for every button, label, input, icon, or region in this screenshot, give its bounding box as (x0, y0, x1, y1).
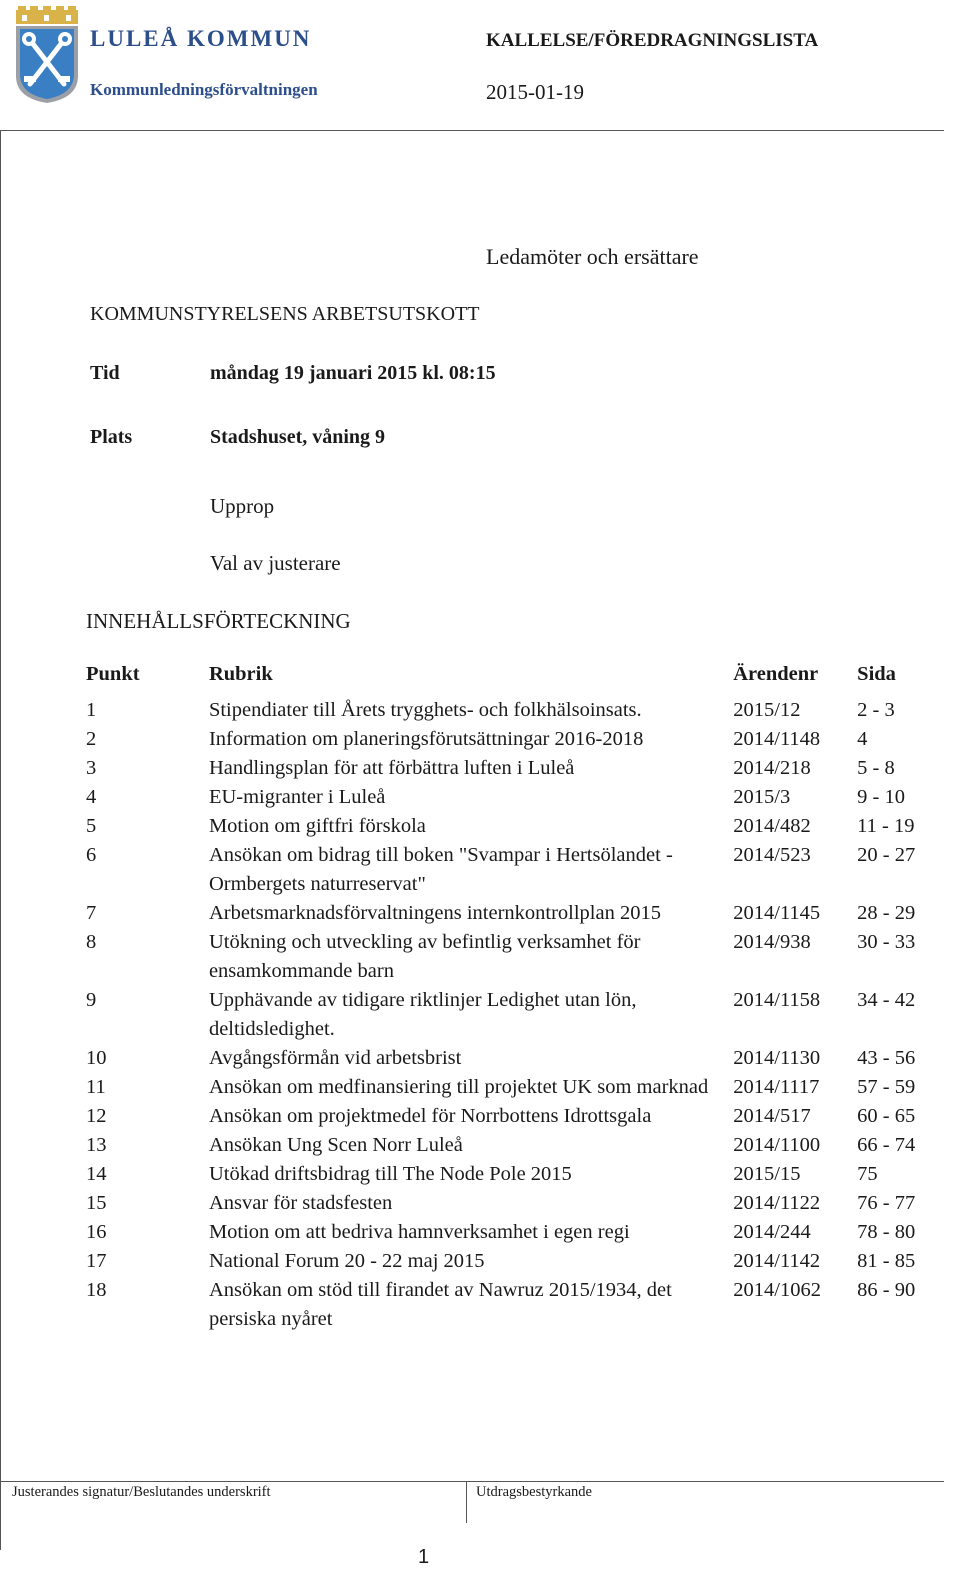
toc-arendenr: 2014/1148 (733, 728, 821, 750)
toc-rubrik: National Forum 20 - 22 maj 2015 (208, 1250, 485, 1272)
table-row (86, 841, 936, 899)
document-type: KALLELSE/FÖREDRAGNINGSLISTA (486, 30, 819, 51)
toc-punkt: 12 (86, 1105, 107, 1127)
time-value: måndag 19 januari 2015 kl. 08:15 (210, 362, 496, 384)
toc-sida: 76 - 77 (857, 1192, 916, 1214)
toc-sida: 86 - 90 (857, 1279, 916, 1301)
table-row (86, 783, 936, 812)
toc-rubrik: Motion om att bedriva hamnverksamhet i egen regi (208, 1221, 630, 1243)
toc-punkt: 13 (86, 1134, 107, 1156)
opening-item-adjusters: Val av justerare (210, 551, 341, 575)
toc-rubrik: Utökad driftsbidrag till The Node Pole 2015 (208, 1163, 572, 1185)
toc-punkt: 4 (86, 786, 97, 808)
toc-sida: 5 - 8 (857, 757, 895, 779)
toc-arendenr: 2014/1117 (733, 1076, 820, 1098)
toc-sida: 11 - 19 (857, 815, 915, 837)
column-header-sida: Sida (857, 663, 896, 685)
table-row (86, 1160, 936, 1189)
toc-punkt: 6 (86, 844, 97, 866)
toc-sida: 4 (857, 728, 868, 750)
toc-sida: 78 - 80 (857, 1221, 916, 1243)
toc-arendenr: 2014/482 (733, 815, 811, 837)
toc-punkt: 7 (86, 902, 97, 924)
toc-sida: 20 - 27 (857, 844, 916, 866)
committee-name: KOMMUNSTYRELSENS ARBETSUTSKOTT (90, 303, 480, 325)
toc-sida: 81 - 85 (857, 1250, 916, 1272)
toc-rubrik: Stipendiater till Årets trygghets- och folkhälsoinsats. (208, 699, 642, 721)
certifier-label: Utdragsbestyrkande (476, 1484, 592, 1500)
toc-sida: 57 - 59 (857, 1076, 916, 1098)
column-header-arendenr: Ärendenr (733, 663, 819, 685)
toc-rubrik: Upphävande av tidigare riktlinjer Ledighet utan lön, deltidsledighet. (208, 989, 637, 1040)
toc-arendenr: 2014/938 (733, 931, 811, 953)
toc-arendenr: 2014/1062 (733, 1279, 821, 1301)
toc-arendenr: 2014/1145 (733, 902, 821, 924)
recipients: Ledamöter och ersättare (486, 244, 699, 269)
opening-item-roll-call: Upprop (210, 494, 275, 518)
toc-body (86, 696, 936, 1334)
page-number: 1 (418, 1546, 430, 1568)
toc-table (86, 660, 936, 1334)
toc-punkt: 1 (86, 699, 97, 721)
toc-punkt: 2 (86, 728, 97, 750)
toc-rubrik: Utökning och utveckling av befintlig verksamhet för ensamkommande barn (208, 931, 641, 982)
time-label: Tid (90, 362, 120, 384)
toc-punkt: 14 (86, 1163, 107, 1185)
toc-arendenr: 2014/1142 (733, 1250, 821, 1272)
toc-sida: 28 - 29 (857, 902, 916, 924)
column-header-rubrik: Rubrik (208, 663, 273, 685)
toc-heading: INNEHÅLLSFÖRTECKNING (86, 609, 351, 633)
toc-sida: 9 - 10 (857, 786, 905, 808)
toc-punkt: 3 (86, 757, 97, 779)
toc-punkt: 17 (86, 1250, 107, 1272)
signature-label: Justerandes signatur/Beslutandes underskrift (12, 1484, 271, 1500)
toc-rubrik: Information om planeringsförutsättningar 2016-2018 (208, 728, 644, 750)
toc-rubrik: Ansvar för stadsfesten (208, 1192, 393, 1214)
toc-punkt: 15 (86, 1192, 107, 1214)
table-row (86, 1189, 936, 1218)
table-row (86, 1276, 936, 1334)
toc-arendenr: 2015/15 (733, 1163, 801, 1185)
toc-header-row (86, 660, 936, 696)
toc-sida: 75 (857, 1163, 878, 1185)
table-row (86, 754, 936, 783)
toc-arendenr: 2015/3 (733, 786, 791, 808)
toc-sida: 60 - 65 (857, 1105, 916, 1127)
toc-punkt: 11 (86, 1076, 106, 1098)
toc-arendenr: 2014/523 (733, 844, 811, 866)
toc-punkt: 5 (86, 815, 97, 837)
place-value: Stadshuset, våning 9 (210, 426, 386, 448)
toc-sida: 2 - 3 (857, 699, 895, 721)
table-row (86, 812, 936, 841)
toc-arendenr: 2014/218 (733, 757, 811, 779)
toc-rubrik: Arbetsmarknadsförvaltningens internkontrollplan 2015 (208, 902, 661, 924)
toc-arendenr: 2014/1158 (733, 989, 821, 1011)
table-row (86, 1073, 936, 1102)
toc-rubrik: Ansökan om stöd till firandet av Nawruz 2015/1934, det persiska nyåret (208, 1279, 672, 1330)
toc-arendenr: 2014/244 (733, 1221, 811, 1243)
toc-punkt: 8 (86, 931, 97, 953)
toc-arendenr: 2014/1100 (733, 1134, 821, 1156)
toc-arendenr: 2014/1122 (733, 1192, 821, 1214)
toc-sida: 34 - 42 (857, 989, 916, 1011)
table-row (86, 1218, 936, 1247)
toc-punkt: 9 (86, 989, 97, 1011)
table-row (86, 986, 936, 1044)
toc-rubrik: EU-migranter i Luleå (208, 786, 386, 808)
department-name: Kommunledningsförvaltningen (90, 80, 318, 99)
toc-sida: 30 - 33 (857, 931, 916, 953)
toc-rubrik: Ansökan om projektmedel för Norrbottens Idrottsgala (208, 1105, 652, 1127)
header-divider (0, 130, 944, 131)
org-name: LULEÅ KOMMUN (90, 26, 312, 51)
toc-arendenr: 2014/1130 (733, 1047, 821, 1069)
lulea-coat-of-arms-icon (14, 6, 80, 104)
toc-arendenr: 2015/12 (733, 699, 801, 721)
table-row (86, 1102, 936, 1131)
toc-arendenr: 2014/517 (733, 1105, 811, 1127)
toc-rubrik: Ansökan Ung Scen Norr Luleå (208, 1134, 463, 1156)
footer-divider (0, 1481, 944, 1482)
document-date: 2015-01-19 (486, 80, 584, 104)
table-row (86, 928, 936, 986)
table-row (86, 1131, 936, 1160)
table-row (86, 696, 936, 725)
toc-punkt: 18 (86, 1279, 107, 1301)
toc-rubrik: Ansökan om medfinansiering till projektet UK som marknad (208, 1076, 709, 1098)
page-frame-left (0, 130, 1, 1550)
toc-punkt: 10 (86, 1047, 107, 1069)
column-header-punkt: Punkt (86, 663, 140, 685)
place-label: Plats (90, 426, 133, 448)
table-row (86, 899, 936, 928)
toc-punkt: 16 (86, 1221, 107, 1243)
footer-column-divider (466, 1481, 467, 1523)
table-row (86, 1247, 936, 1276)
table-row (86, 1044, 936, 1073)
toc-rubrik: Handlingsplan för att förbättra luften i Luleå (208, 757, 575, 779)
toc-sida: 66 - 74 (857, 1134, 916, 1156)
toc-rubrik: Avgångsförmån vid arbetsbrist (208, 1047, 462, 1069)
toc-sida: 43 - 56 (857, 1047, 916, 1069)
toc-rubrik: Ansökan om bidrag till boken "Svampar i Hertsölandet - Ormbergets naturreservat" (208, 844, 673, 895)
table-row (86, 725, 936, 754)
toc-rubrik: Motion om giftfri förskola (208, 815, 426, 837)
